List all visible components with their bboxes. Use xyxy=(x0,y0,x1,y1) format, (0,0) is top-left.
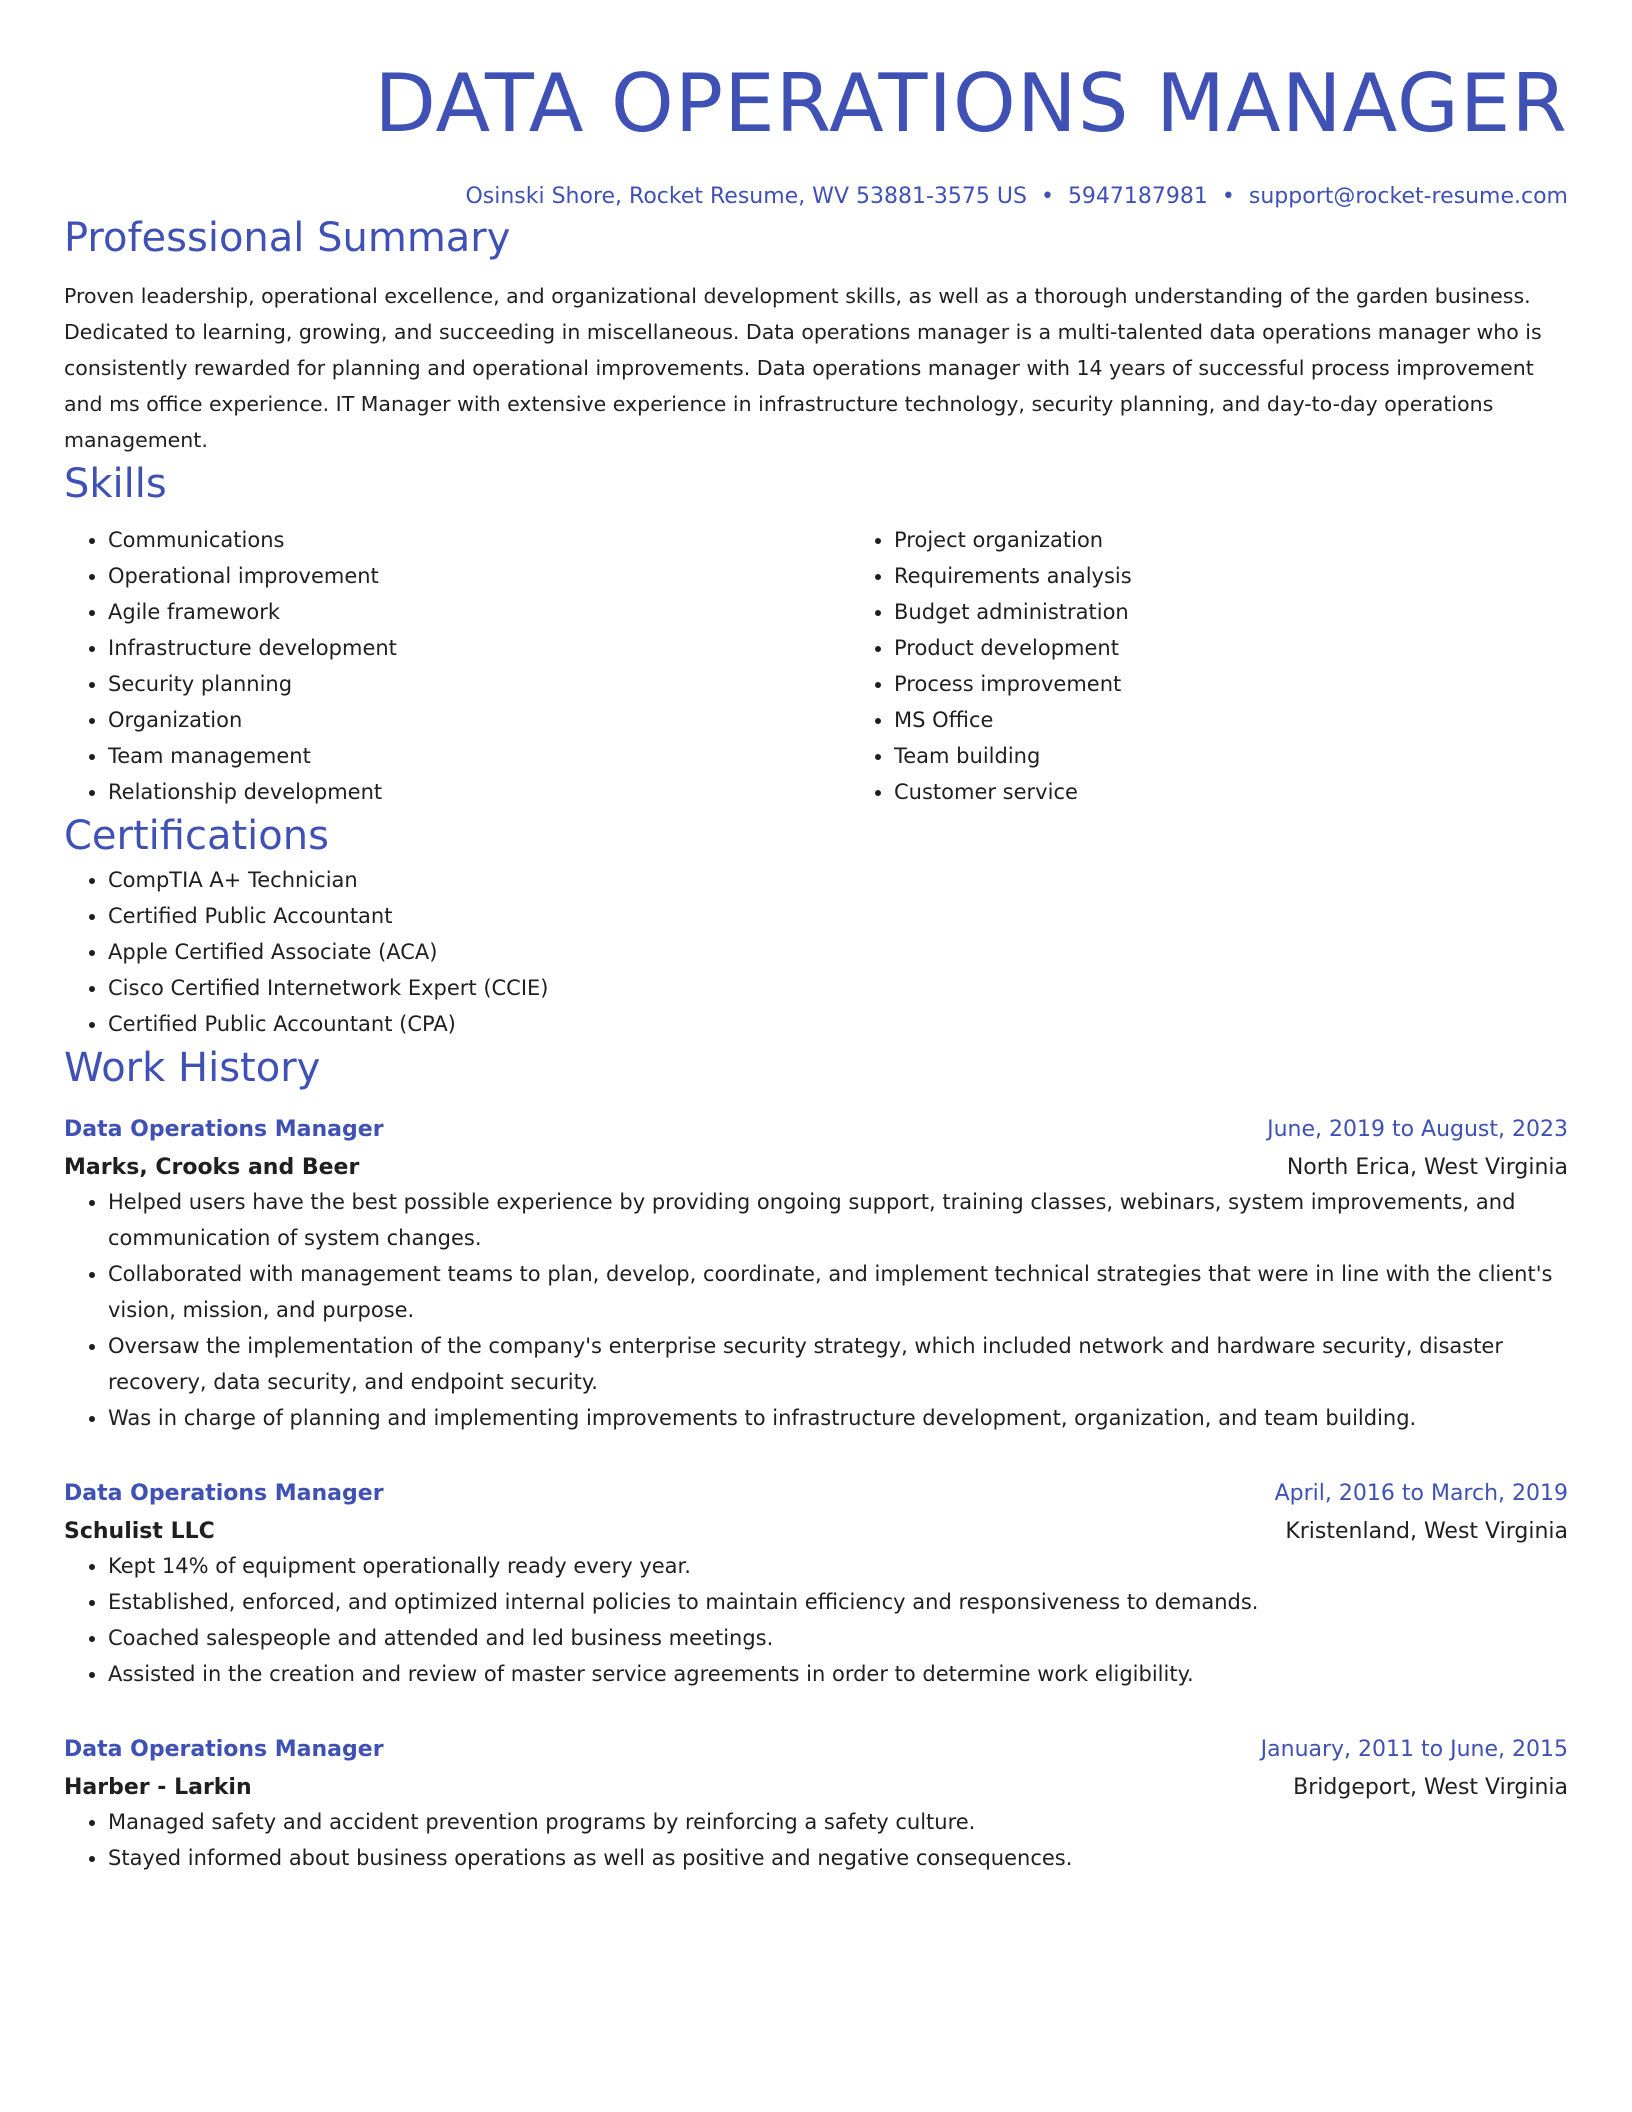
certifications-heading: Certifications xyxy=(64,813,329,859)
job-entry xyxy=(64,1478,1568,1692)
job-bullet: • Kept 14% of equipment operationally ready every year. xyxy=(108,1548,1568,1584)
job-dates: June, 2019 to August, 2023 xyxy=(1267,1117,1568,1142)
job-bullets xyxy=(64,1184,1568,1436)
certification-item: • Cisco Certified Internetwork Expert (CCIE) xyxy=(108,970,1568,1006)
contact-phone: 5947187981 xyxy=(1067,184,1208,209)
contact-email: support@rocket-resume.com xyxy=(1248,184,1568,209)
skill-item: • Agile framework xyxy=(108,594,850,630)
job-company: Harber - Larkin xyxy=(64,1775,252,1800)
job-bullet: • Managed safety and accident prevention programs by reinforcing a safety culture. xyxy=(108,1804,1568,1840)
job-bullet: • Helped users have the best possible experience by providing ongoing support, training classes, webinars, system improvements, and communication of system changes. xyxy=(108,1184,1568,1256)
skills-columns xyxy=(64,522,1568,810)
certification-item: • Apple Certified Associate (ACA) xyxy=(108,934,1568,970)
job-entry xyxy=(64,1114,1568,1436)
skill-item: • Project organization xyxy=(894,522,1632,558)
job-bullet: • Coached salespeople and attended and led business meetings. xyxy=(108,1620,1568,1656)
skill-item: • Product development xyxy=(894,630,1632,666)
job-dates: April, 2016 to March, 2019 xyxy=(1274,1481,1568,1506)
job-bullets xyxy=(64,1548,1568,1692)
job-title: Data Operations Manager xyxy=(64,1737,384,1762)
job-bullets xyxy=(64,1804,1568,1876)
resume-title: DATA OPERATIONS MANAGER xyxy=(374,57,1568,150)
skill-item: • Team building xyxy=(894,738,1632,774)
summary-heading: Professional Summary xyxy=(64,215,511,261)
skill-item: • Requirements analysis xyxy=(894,558,1632,594)
certification-item: • Certified Public Accountant (CPA) xyxy=(108,1006,1568,1042)
contact-separator: • xyxy=(1040,184,1054,209)
skill-item: • Relationship development xyxy=(108,774,850,810)
job-title: Data Operations Manager xyxy=(64,1481,384,1506)
skill-item: • Communications xyxy=(108,522,850,558)
skill-item: • Budget administration xyxy=(894,594,1632,630)
contact-separator: • xyxy=(1221,184,1235,209)
job-bullet: • Established, enforced, and optimized internal policies to maintain efficiency and responsiveness to demands. xyxy=(108,1584,1568,1620)
skill-item: • Security planning xyxy=(108,666,850,702)
job-bullet: • Was in charge of planning and implementing improvements to infrastructure development, organization, and team building. xyxy=(108,1400,1568,1436)
summary-text: Proven leadership, operational excellence, and organizational development skills, as well as a thorough understanding of the garden business. Dedicated to learning, growing, and succeeding in miscellaneous. Data operations manager is a multi-talented data operations manager who is consistently rewarded for planning and operational improvements. Data operations manager with 14 years of successful process improvement and ms office experience. IT Manager with extensive experience in infrastructure technology, security planning, and day-to-day operations management. xyxy=(64,284,1542,452)
skills-heading: Skills xyxy=(64,461,167,507)
job-location: Kristenland, West Virginia xyxy=(1285,1519,1568,1544)
contact-address: Osinski Shore, Rocket Resume, WV 53881-3575 US xyxy=(465,184,1027,209)
job-dates: January, 2011 to June, 2015 xyxy=(1260,1737,1568,1762)
certification-item: • Certified Public Accountant xyxy=(108,898,1568,934)
skill-item: • Customer service xyxy=(894,774,1632,810)
job-location: Bridgeport, West Virginia xyxy=(1293,1775,1568,1800)
skill-item: • Organization xyxy=(108,702,850,738)
job-bullet: • Stayed informed about business operations as well as positive and negative consequences. xyxy=(108,1840,1568,1876)
skill-item: • Process improvement xyxy=(894,666,1632,702)
skill-item: • Operational improvement xyxy=(108,558,850,594)
job-location: North Erica, West Virginia xyxy=(1286,1155,1568,1180)
work-history-heading: Work History xyxy=(64,1045,321,1091)
job-company: Schulist LLC xyxy=(64,1519,215,1544)
skill-item: • MS Office xyxy=(894,702,1632,738)
certifications-list xyxy=(64,862,1568,1042)
job-entry xyxy=(64,1734,1568,1876)
job-bullet: • Collaborated with management teams to plan, develop, coordinate, and implement technical strategies that were in line with the client's vision, mission, and purpose. xyxy=(108,1256,1568,1328)
skill-item: • Team management xyxy=(108,738,850,774)
skills-list-right xyxy=(850,522,1632,810)
skill-item: • Infrastructure development xyxy=(108,630,850,666)
job-title: Data Operations Manager xyxy=(64,1117,384,1142)
job-bullet: • Oversaw the implementation of the company's enterprise security strategy, which included network and hardware security, disaster recovery, data security, and endpoint security. xyxy=(108,1328,1568,1400)
certification-item: • CompTIA A+ Technician xyxy=(108,862,1568,898)
skills-list-left xyxy=(64,522,850,810)
job-company: Marks, Crooks and Beer xyxy=(64,1155,360,1180)
resume-page xyxy=(64,0,1568,1876)
contact-line xyxy=(64,182,1568,212)
job-bullet: • Assisted in the creation and review of master service agreements in order to determine work eligibility. xyxy=(108,1656,1568,1692)
